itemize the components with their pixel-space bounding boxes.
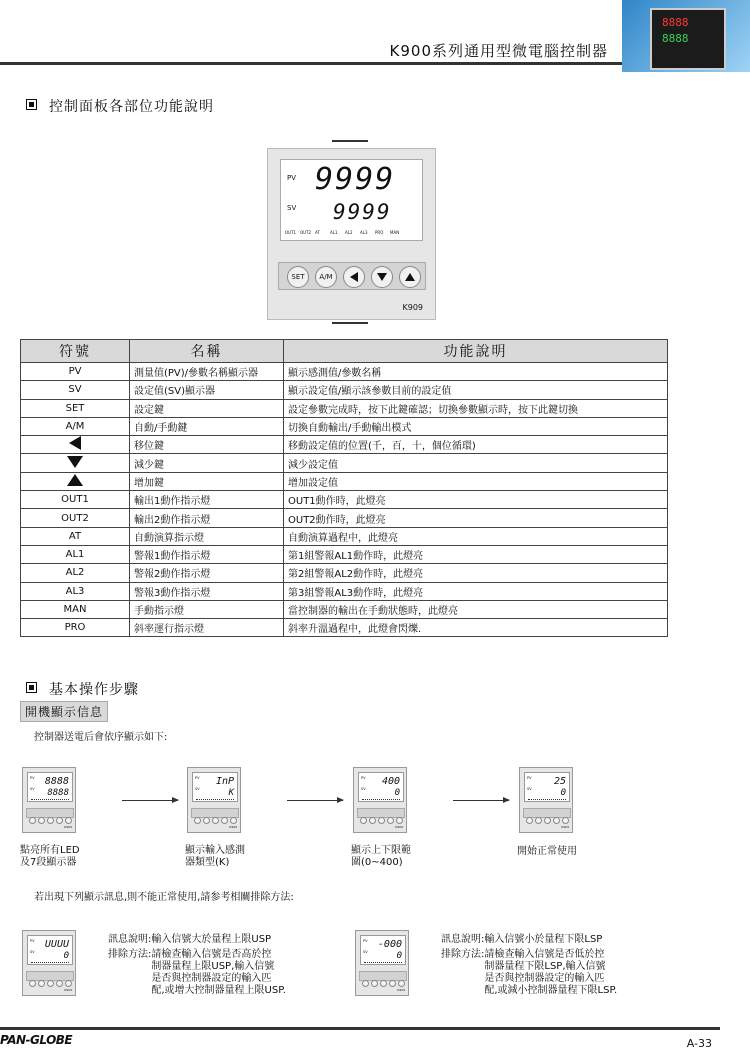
cell-description: 斜率升溫過程中，此燈會閃爍. bbox=[284, 619, 668, 637]
boot-step-caption bbox=[185, 845, 245, 869]
square-bullet-icon bbox=[26, 99, 37, 110]
footer-rule bbox=[0, 1027, 720, 1030]
led-label: OUT1 bbox=[285, 230, 297, 235]
led-labels bbox=[285, 230, 405, 235]
panel-notch-bottom bbox=[332, 322, 368, 324]
arrow-down-icon bbox=[67, 456, 83, 468]
mini-sv-display: 0 bbox=[396, 951, 402, 961]
cell-description: 增加設定值 bbox=[284, 472, 668, 490]
boot-step-caption bbox=[517, 846, 577, 858]
cell-name: 輸出1動作指示燈 bbox=[130, 491, 284, 509]
cell-symbol: A/M bbox=[21, 417, 130, 435]
cell-name: 輸出2動作指示燈 bbox=[130, 509, 284, 527]
caption-line: 開始正常使用 bbox=[517, 846, 577, 857]
caption-line: 器類型(K) bbox=[185, 857, 230, 868]
am-key[interactable]: A/M bbox=[315, 266, 337, 288]
mini-model-label: K909 bbox=[561, 825, 569, 829]
cell-description: 設定參數完成時，按下此鍵確認；切換參數顯示時，按下此鍵切換 bbox=[284, 399, 668, 417]
arrow-up-icon bbox=[405, 273, 415, 281]
mini-sv-display: 0 bbox=[394, 788, 400, 798]
error-message-line: 訊息說明:輸入信號小於量程下限LSP bbox=[441, 934, 603, 945]
cell-symbol: SV bbox=[21, 381, 130, 399]
mini-key bbox=[398, 980, 405, 987]
boot-step-caption bbox=[20, 845, 80, 869]
caption-line: 顯示上下限範 bbox=[351, 845, 411, 856]
mini-model-label: K909 bbox=[64, 988, 72, 992]
mini-pv-display: UUUU bbox=[44, 939, 69, 950]
cell-symbol bbox=[21, 472, 130, 490]
mini-pv-display: 25 bbox=[553, 776, 566, 787]
mini-led-row bbox=[31, 799, 69, 800]
led-label: PRO bbox=[375, 230, 384, 235]
mini-sv-label: SV bbox=[527, 787, 532, 791]
panel-notch-top bbox=[332, 140, 368, 142]
cell-name: 設定值(SV)顯示器 bbox=[130, 381, 284, 399]
photo-sv-display: 8888 bbox=[662, 32, 689, 45]
col-header-symbol: 符號 bbox=[21, 340, 130, 363]
down-key[interactable] bbox=[371, 266, 393, 288]
mini-key bbox=[526, 817, 533, 824]
cell-name: 設定鍵 bbox=[130, 399, 284, 417]
table-row bbox=[21, 619, 668, 637]
cell-name: 移位鍵 bbox=[130, 436, 284, 454]
cell-description: 減少設定值 bbox=[284, 454, 668, 472]
mini-key bbox=[65, 817, 72, 824]
error-fix-block: 排除方法: 請檢查輸入信號是否低於控 制器量程下限LSP,輸入信號 是否與控制器設定的輸入匹 配,或減小控制器量程下限LSP. bbox=[441, 949, 618, 996]
mini-controller bbox=[22, 767, 76, 833]
table-row bbox=[21, 600, 668, 618]
mini-pv-display: 400 bbox=[381, 776, 400, 787]
mini-key bbox=[194, 817, 201, 824]
table-row bbox=[21, 527, 668, 545]
cell-description: OUT1動作時，此燈亮 bbox=[284, 491, 668, 509]
mini-sv-display: 8888 bbox=[47, 788, 69, 798]
led-label: MAN bbox=[390, 230, 400, 235]
mini-led-row bbox=[31, 962, 69, 963]
cell-symbol: AL1 bbox=[21, 545, 130, 563]
mini-led-row bbox=[196, 799, 234, 800]
table-row bbox=[21, 436, 668, 454]
mini-model-label: K909 bbox=[229, 825, 237, 829]
mini-lcd bbox=[27, 772, 73, 802]
table-row bbox=[21, 381, 668, 399]
section-heading-operation: 基本操作步驟 bbox=[26, 679, 139, 699]
mini-sv-label: SV bbox=[30, 950, 35, 954]
page-number: A-33 bbox=[686, 1037, 712, 1050]
cell-name: 手動指示燈 bbox=[130, 600, 284, 618]
mini-key bbox=[396, 817, 403, 824]
mini-key bbox=[56, 980, 63, 987]
mini-pv-display: 8888 bbox=[44, 776, 69, 787]
mini-key bbox=[562, 817, 569, 824]
cell-description: 顯示設定值/顯示該參數目前的設定值 bbox=[284, 381, 668, 399]
sv-label: SV bbox=[287, 204, 297, 212]
caption-line: 點亮所有LED bbox=[20, 845, 80, 856]
mini-key bbox=[221, 817, 228, 824]
mini-key bbox=[47, 817, 54, 824]
mini-lcd bbox=[27, 935, 73, 965]
mini-controller bbox=[22, 930, 76, 996]
mini-controller bbox=[353, 767, 407, 833]
table-row bbox=[21, 363, 668, 381]
mini-key bbox=[389, 980, 396, 987]
mini-led-row bbox=[528, 799, 566, 800]
control-panel-diagram bbox=[267, 148, 436, 320]
product-photo bbox=[622, 0, 750, 72]
mini-key bbox=[29, 817, 36, 824]
cell-description: 移動設定值的位置(千，百，十，個位循環) bbox=[284, 436, 668, 454]
product-device-image bbox=[650, 8, 726, 70]
mini-key bbox=[38, 980, 45, 987]
mini-key bbox=[29, 980, 36, 987]
boot-step-caption bbox=[351, 845, 411, 869]
cell-symbol: OUT1 bbox=[21, 491, 130, 509]
table-row bbox=[21, 417, 668, 435]
mini-button-row bbox=[357, 808, 405, 818]
section-heading-panel: 控制面板各部位功能說明 bbox=[26, 96, 214, 116]
arrow-left-icon bbox=[350, 272, 358, 282]
table-row bbox=[21, 399, 668, 417]
mini-model-label: K909 bbox=[397, 988, 405, 992]
mini-key bbox=[380, 980, 387, 987]
col-header-name: 名稱 bbox=[130, 340, 284, 363]
mini-sv-label: SV bbox=[363, 950, 368, 954]
arrow-up-icon bbox=[67, 474, 83, 486]
cell-description: 顯示感測值/參數名稱 bbox=[284, 363, 668, 381]
arrow-left-icon bbox=[69, 436, 81, 450]
mini-controller bbox=[187, 767, 241, 833]
error-intro-text: 若出現下列顯示訊息,則不能正常使用,請参考相關排除方法: bbox=[34, 892, 294, 903]
up-key[interactable] bbox=[399, 266, 421, 288]
mini-pv-label: PV bbox=[527, 776, 532, 780]
cell-symbol: SET bbox=[21, 399, 130, 417]
cell-name: 增加鍵 bbox=[130, 472, 284, 490]
mini-button-row bbox=[359, 971, 407, 981]
mini-sv-label: SV bbox=[195, 787, 200, 791]
mini-sv-display: 0 bbox=[560, 788, 566, 798]
cell-symbol bbox=[21, 454, 130, 472]
cell-name: 自動演算指示燈 bbox=[130, 527, 284, 545]
mini-model-label: K909 bbox=[64, 825, 72, 829]
cell-description: 第3組警報AL3動作時，此燈亮 bbox=[284, 582, 668, 600]
panel-button-row bbox=[278, 262, 426, 290]
mini-key bbox=[360, 817, 367, 824]
col-header-description: 功能說明 bbox=[284, 340, 668, 363]
mini-key bbox=[387, 817, 394, 824]
mini-pv-label: PV bbox=[195, 776, 200, 780]
mini-key bbox=[553, 817, 560, 824]
table-row bbox=[21, 564, 668, 582]
mini-button-row bbox=[26, 808, 74, 818]
cell-description: OUT2動作時，此燈亮 bbox=[284, 509, 668, 527]
led-label: AT bbox=[315, 230, 320, 235]
mini-key bbox=[369, 817, 376, 824]
cell-name: 警報1動作指示燈 bbox=[130, 545, 284, 563]
pv-display: 9999 bbox=[315, 162, 396, 197]
mini-sv-label: SV bbox=[30, 787, 35, 791]
set-key[interactable]: SET bbox=[287, 266, 309, 288]
led-label: AL3 bbox=[360, 230, 368, 235]
arrow-down-icon bbox=[377, 273, 387, 281]
cell-symbol: PV bbox=[21, 363, 130, 381]
cell-name: 自動/手動鍵 bbox=[130, 417, 284, 435]
cell-description: 切換自動輸出/手動輸出模式 bbox=[284, 417, 668, 435]
mini-led-row bbox=[364, 962, 402, 963]
cell-name: 警報3動作指示燈 bbox=[130, 582, 284, 600]
error-explanation bbox=[441, 934, 617, 997]
photo-pv-display: 8888 bbox=[662, 16, 689, 29]
mini-sv-display: K bbox=[228, 788, 234, 798]
mini-key bbox=[47, 980, 54, 987]
mini-pv-display: InP bbox=[215, 776, 234, 787]
mini-key bbox=[378, 817, 385, 824]
cell-description: 自動演算過程中，此燈亮 bbox=[284, 527, 668, 545]
mini-button-row bbox=[191, 808, 239, 818]
mini-sv-display: 0 bbox=[63, 951, 69, 961]
mini-pv-label: PV bbox=[30, 939, 35, 943]
cell-description: 當控制器的輸出在手動狀態時，此燈亮 bbox=[284, 600, 668, 618]
cell-symbol: MAN bbox=[21, 600, 130, 618]
led-label: AL1 bbox=[330, 230, 338, 235]
cell-name: 測量值(PV)/參數名稱顯示器 bbox=[130, 363, 284, 381]
led-label: AL2 bbox=[345, 230, 353, 235]
mini-led-row bbox=[362, 799, 400, 800]
mini-lcd bbox=[192, 772, 238, 802]
cell-symbol: AL2 bbox=[21, 564, 130, 582]
cell-description: 第1組警報AL1動作時，此燈亮 bbox=[284, 545, 668, 563]
table-row bbox=[21, 582, 668, 600]
brand-logo: PAN-GLOBE bbox=[0, 1033, 73, 1047]
mini-key bbox=[230, 817, 237, 824]
table-row bbox=[21, 472, 668, 490]
cell-symbol bbox=[21, 436, 130, 454]
table-row bbox=[21, 509, 668, 527]
mini-controller bbox=[519, 767, 573, 833]
mini-button-row bbox=[523, 808, 571, 818]
cell-description: 第2組警報AL2動作時，此燈亮 bbox=[284, 564, 668, 582]
cell-name: 警報2動作指示燈 bbox=[130, 564, 284, 582]
mini-key bbox=[212, 817, 219, 824]
led-label: OUT2 bbox=[300, 230, 312, 235]
mini-key bbox=[65, 980, 72, 987]
cell-symbol: AT bbox=[21, 527, 130, 545]
mini-key bbox=[535, 817, 542, 824]
table-row bbox=[21, 454, 668, 472]
error-message-line: 訊息說明:輸入信號大於量程上限USP bbox=[108, 934, 272, 945]
error-fix-block: 排除方法: 請檢查輸入信號是否高於控 制器量程上限USP,輸入信號 是否與控制器設定的輸入匹 配,或增大控制器量程上限USP. bbox=[108, 949, 286, 996]
table-row bbox=[21, 491, 668, 509]
panel-model-label: K909 bbox=[402, 303, 423, 312]
mini-key bbox=[362, 980, 369, 987]
mini-pv-display: -000 bbox=[377, 939, 402, 950]
mini-controller bbox=[355, 930, 409, 996]
mini-pv-label: PV bbox=[30, 776, 35, 780]
caption-line: 圍(0~400) bbox=[351, 857, 403, 868]
panel-lcd bbox=[280, 159, 423, 241]
sv-display: 9999 bbox=[333, 200, 392, 224]
error-explanation bbox=[108, 934, 286, 997]
mini-key bbox=[56, 817, 63, 824]
sequence-arrow-icon bbox=[287, 800, 343, 801]
cell-symbol: OUT2 bbox=[21, 509, 130, 527]
document-title: K900系列通用型微電腦控制器 bbox=[389, 42, 608, 60]
mini-key bbox=[544, 817, 551, 824]
function-table bbox=[20, 339, 668, 637]
pv-label: PV bbox=[287, 174, 297, 182]
caption-line: 及7段顯示器 bbox=[20, 857, 77, 868]
mini-lcd bbox=[358, 772, 404, 802]
mini-button-row bbox=[26, 971, 74, 981]
caption-line: 顯示輸入感測 bbox=[185, 845, 245, 856]
mini-key bbox=[203, 817, 210, 824]
cell-symbol: AL3 bbox=[21, 582, 130, 600]
table-row bbox=[21, 545, 668, 563]
mini-key bbox=[371, 980, 378, 987]
mini-model-label: K909 bbox=[395, 825, 403, 829]
shift-left-key[interactable] bbox=[343, 266, 365, 288]
cell-name: 減少鍵 bbox=[130, 454, 284, 472]
cell-name: 斜率運行指示燈 bbox=[130, 619, 284, 637]
sequence-arrow-icon bbox=[453, 800, 509, 801]
boot-display-tab: 開機顯示信息 bbox=[20, 701, 108, 722]
header-rule bbox=[0, 62, 640, 65]
mini-sv-label: SV bbox=[361, 787, 366, 791]
boot-intro-text: 控制器送電后會依序顯示如下: bbox=[34, 732, 168, 743]
mini-lcd bbox=[524, 772, 570, 802]
square-bullet-icon bbox=[26, 682, 37, 693]
sequence-arrow-icon bbox=[122, 800, 178, 801]
mini-key bbox=[38, 817, 45, 824]
mini-pv-label: PV bbox=[361, 776, 366, 780]
cell-symbol: PRO bbox=[21, 619, 130, 637]
mini-lcd bbox=[360, 935, 406, 965]
mini-pv-label: PV bbox=[363, 939, 368, 943]
